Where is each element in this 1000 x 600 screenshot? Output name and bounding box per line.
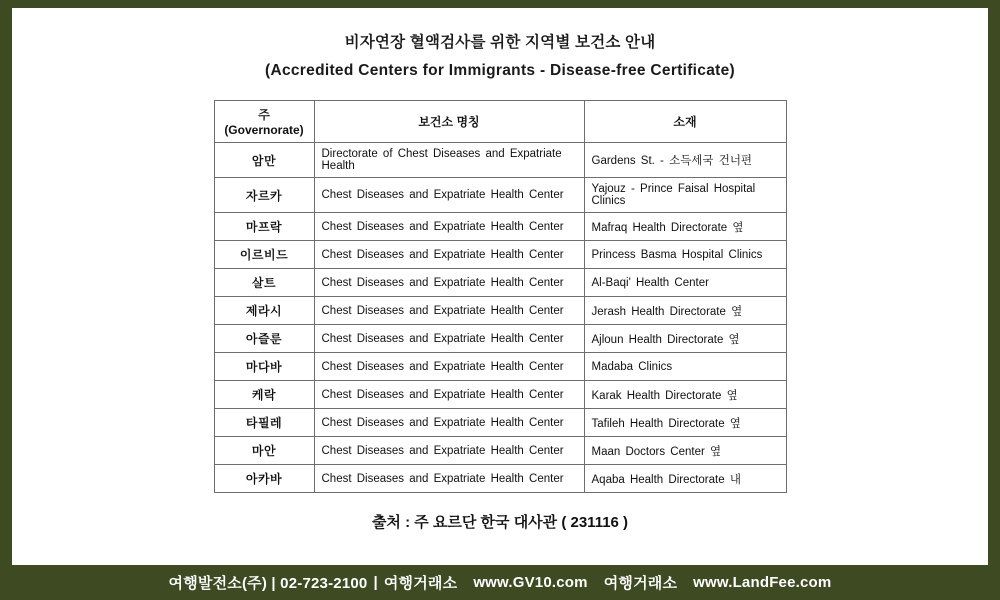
cell-governorate: 케락 — [214, 381, 314, 409]
table-header-row — [214, 101, 786, 143]
cell-location: Al-Baqi' Health Center — [584, 269, 786, 297]
cell-governorate: 자르카 — [214, 178, 314, 213]
cell-center-name: Chest Diseases and Expatriate Health Center — [314, 325, 584, 353]
cell-center-name: Chest Diseases and Expatriate Health Center — [314, 353, 584, 381]
cell-location: Aqaba Health Directorate 내 — [584, 465, 786, 493]
column-header-center-name: 보건소 명칭 — [314, 101, 584, 143]
cell-center-name: Chest Diseases and Expatriate Health Center — [314, 269, 584, 297]
cell-location: Maan Doctors Center 옆 — [584, 437, 786, 465]
cell-location: Karak Health Directorate 옆 — [584, 381, 786, 409]
footer-agency1-url[interactable]: www.GV10.com — [473, 573, 588, 591]
cell-governorate: 암만 — [214, 143, 314, 178]
cell-center-name: Chest Diseases and Expatriate Health Center — [314, 213, 584, 241]
footer-agency1-label: 여행거래소 — [383, 574, 458, 592]
cell-location: Ajloun Health Directorate 옆 — [584, 325, 786, 353]
footer-agency2-label: 여행거래소 — [603, 574, 678, 592]
cell-center-name: Directorate of Chest Diseases and Expatriate Health — [314, 143, 584, 178]
cell-governorate: 마프락 — [214, 213, 314, 241]
cell-location: Yajouz - Prince Faisal Hospital Clinics — [584, 178, 786, 213]
table-row — [214, 381, 786, 409]
title-english: (Accredited Centers for Immigrants - Disease-free Certificate) — [265, 62, 735, 79]
source-note: 출처 : 주 요르단 한국 대사관 ( 231116 ) — [371, 514, 629, 531]
table-row — [214, 465, 786, 493]
column-header-location: 소재 — [584, 101, 786, 143]
cell-location: Gardens St. - 소득세국 건너편 — [584, 143, 786, 178]
cell-governorate: 아즐룬 — [214, 325, 314, 353]
content-card — [12, 8, 988, 565]
cell-governorate: 타필레 — [214, 409, 314, 437]
cell-governorate: 살트 — [214, 269, 314, 297]
table-row — [214, 269, 786, 297]
cell-center-name: Chest Diseases and Expatriate Health Center — [314, 465, 584, 493]
table-row — [214, 178, 786, 213]
cell-center-name: Chest Diseases and Expatriate Health Center — [314, 437, 584, 465]
cell-governorate: 제라시 — [214, 297, 314, 325]
cell-governorate: 이르비드 — [214, 241, 314, 269]
cell-location: Princess Basma Hospital Clinics — [584, 241, 786, 269]
cell-center-name: Chest Diseases and Expatriate Health Center — [314, 178, 584, 213]
table-row — [214, 437, 786, 465]
table-row — [214, 353, 786, 381]
footer-separator: | — [373, 573, 378, 591]
footer-bar — [0, 564, 1000, 600]
table-row — [214, 325, 786, 353]
table-row — [214, 241, 786, 269]
cell-center-name: Chest Diseases and Expatriate Health Center — [314, 297, 584, 325]
table-row — [214, 409, 786, 437]
table-row — [214, 297, 786, 325]
footer-company: 여행발전소(주) | 02-723-2100 — [168, 574, 368, 592]
table-row — [214, 143, 786, 178]
cell-location: Tafileh Health Directorate 옆 — [584, 409, 786, 437]
title-korean: 비자연장 혈액검사를 위한 지역별 보건소 안내 — [344, 34, 656, 51]
page-title — [12, 8, 988, 80]
cell-location: Jerash Health Directorate 옆 — [584, 297, 786, 325]
cell-center-name: Chest Diseases and Expatriate Health Center — [314, 241, 584, 269]
footer-agency2-url[interactable]: www.LandFee.com — [693, 573, 832, 591]
cell-center-name: Chest Diseases and Expatriate Health Center — [314, 409, 584, 437]
column-header-governorate: 주(Governorate) — [214, 101, 314, 143]
cell-governorate: 마안 — [214, 437, 314, 465]
cell-governorate: 마다바 — [214, 353, 314, 381]
cell-location: Mafraq Health Directorate 옆 — [584, 213, 786, 241]
cell-governorate: 아카바 — [214, 465, 314, 493]
health-centers-table — [214, 100, 787, 493]
cell-center-name: Chest Diseases and Expatriate Health Center — [314, 381, 584, 409]
cell-location: Madaba Clinics — [584, 353, 786, 381]
table-row — [214, 213, 786, 241]
